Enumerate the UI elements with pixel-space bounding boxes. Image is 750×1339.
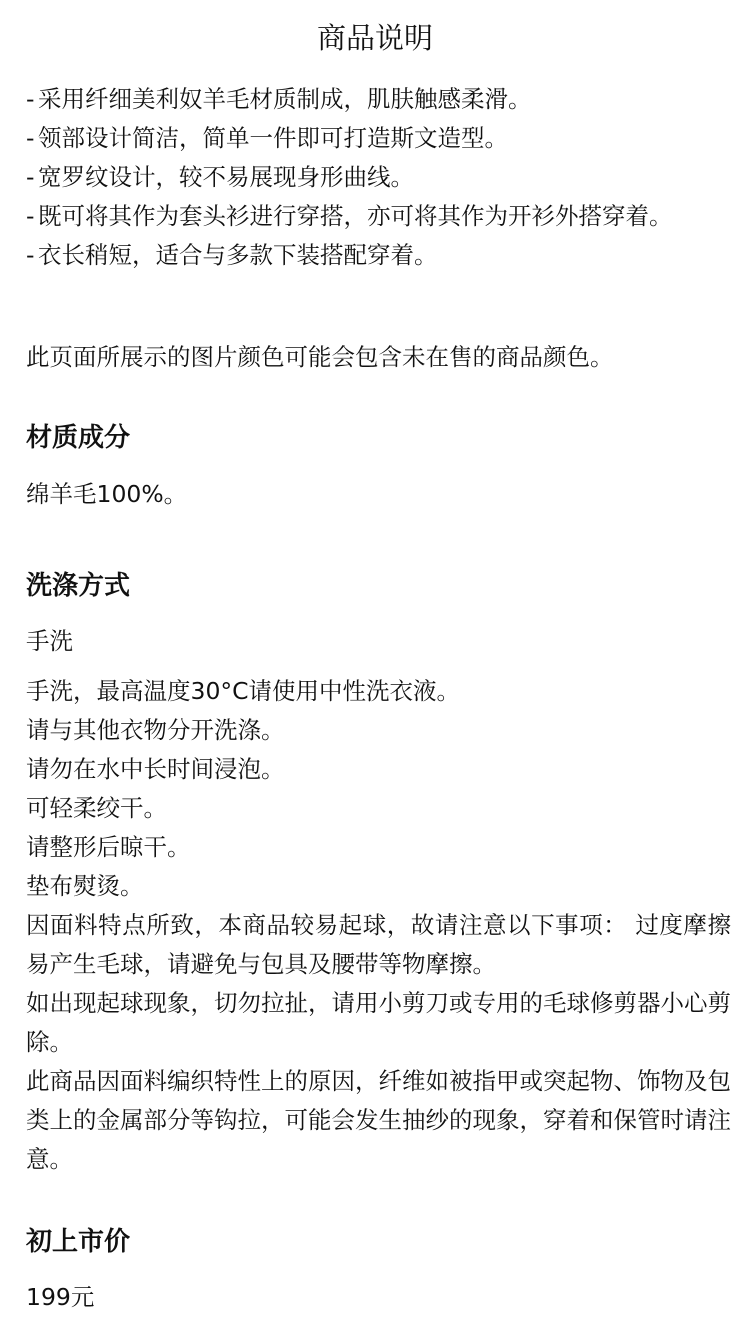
feature-item (26, 119, 731, 158)
care-line: 手洗，最高温度30°C请使用中性洗衣液。 (26, 677, 461, 705)
care-heading: 洗涤方式 (26, 571, 131, 601)
care-line: 请勿在水中长时间浸泡。 (26, 755, 285, 783)
care-line: 请整形后晾干。 (26, 833, 191, 861)
feature-text: 领部设计简洁，简单一件即可打造斯文造型。 (38, 124, 508, 152)
material-heading: 材质成分 (26, 423, 131, 453)
feature-text: 采用纤细美利奴羊毛材质制成，肌肤触感柔滑。 (38, 85, 532, 113)
care-line: 垫布熨烫。 (26, 872, 144, 900)
care-line: 此商品因面料编织特性上的原因，纤维如被指甲或突起物、饰物及包类上的金属部分等钩拉，可能会发生抽纱的现象，穿着和保管时请注意。 (26, 1067, 731, 1173)
feature-list (26, 80, 731, 275)
care-line: 可轻柔绞干。 (26, 794, 167, 822)
care-method: 手洗 (26, 627, 73, 655)
feature-item (26, 197, 731, 236)
feature-item (26, 158, 731, 197)
care-line: 请与其他衣物分开洗涤。 (26, 716, 285, 744)
material-value: 绵羊毛100%。 (26, 480, 188, 508)
feature-text: 衣长稍短，适合与多款下装搭配穿着。 (38, 241, 438, 269)
feature-item (26, 80, 731, 119)
page-title: 商品说明 (316, 21, 433, 55)
price-heading: 初上市价 (26, 1227, 131, 1257)
care-line: 因面料特点所致，本商品较易起球，故请注意以下事项： 过度摩擦易产生毛球，请避免与包具及腰带等物摩擦。 (26, 911, 731, 978)
feature-item (26, 236, 731, 275)
care-instructions (26, 672, 731, 1179)
color-note: 此页面所展示的图片颜色可能会包含未在售的商品颜色。 (26, 343, 614, 371)
bullet-marker: - (26, 124, 35, 152)
bullet-marker: - (26, 202, 35, 230)
feature-text: 宽罗纹设计，较不易展现身形曲线。 (38, 163, 414, 191)
bullet-marker: - (26, 163, 35, 191)
bullet-marker: - (26, 241, 35, 269)
bullet-marker: - (26, 85, 35, 113)
price-value: 199元 (26, 1283, 95, 1311)
feature-text: 既可将其作为套头衫进行穿搭，亦可将其作为开衫外搭穿着。 (38, 202, 673, 230)
care-line: 如出现起球现象，切勿拉扯，请用小剪刀或专用的毛球修剪器小心剪除。 (26, 989, 731, 1056)
